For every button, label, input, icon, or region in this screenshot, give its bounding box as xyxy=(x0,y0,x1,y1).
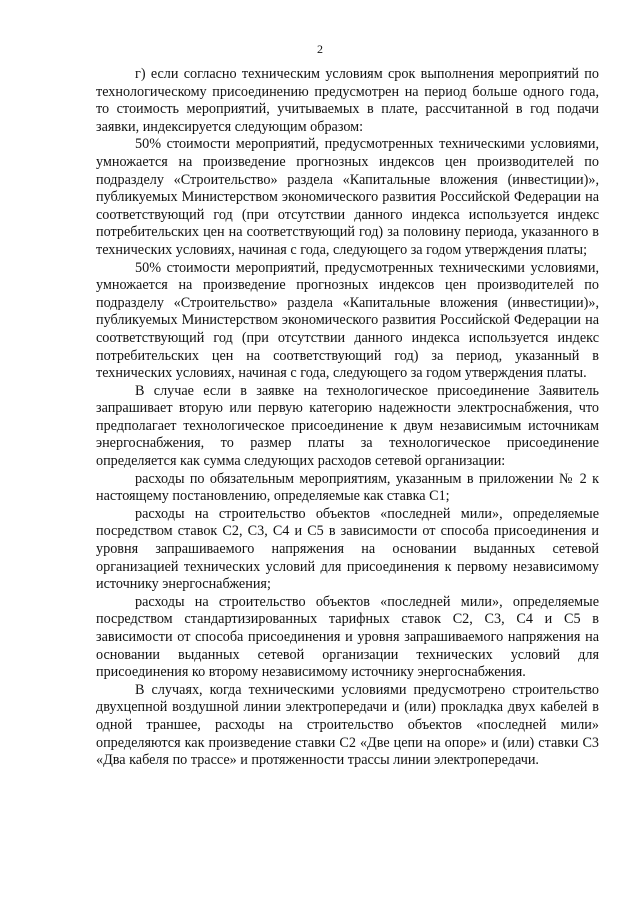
paragraph-indexation-intro: г) если согласно техническим условиям срок выполнения мероприятий по технологическому присоединению предусмотрен на период больше одного года, то стоимость мероприятий, учитываемых в плате, рассчитанной в год подачи заявки, индексируется следующим образом: xyxy=(96,66,599,135)
document-body xyxy=(96,66,599,770)
page-number: 2 xyxy=(317,42,323,56)
paragraph-half-period: 50% стоимости мероприятий, предусмотренных техническими условиями, умножается на произведение прогнозных индексов цен производителей по подразделу «Строительство» раздела «Капитальные вложения (инвестиции)», публикуемых Министерством экономического развития Российской Федерации на соответствующий год (при отсутствии данного индекса используется индекс потребительских цен на соответствующий год) за половину периода, указанного в технических условиях, начиная с года, следующего за годом утверждения платы; xyxy=(96,136,599,258)
paragraph-first-source: расходы на строительство объектов «последней мили», определяемые посредством ставок С2, С3, С4 и С5 в зависимости от способа присоединения и уровня запрашиваемого напряжения на основании выданных сетевой организацией технических условий для присоединения к первому независимому источнику энергоснабжения; xyxy=(96,505,599,593)
paragraph-reliability-category: В случае если в заявке на технологическое присоединение Заявитель запрашивает вторую или первую категорию надежности электроснабжения, что предполагает технологическое присоединение к двум независимым источникам энергоснабжения, то размер платы за технологическое присоединение определяется как сумма следующих расходов сетевой организации: xyxy=(96,382,599,470)
paragraph-double-circuit: В случаях, когда техническими условиями предусмотрено строительство двухцепной воздушной линии электропередачи и (или) прокладка двух кабелей в одной траншее, расходы на строительство объектов «последней мили» определяются как произведение ставки С2 «Две цепи на опоре» и (или) ставки С3 «Два кабеля по трассе» и протяженности трассы линии электропередачи. xyxy=(96,681,599,769)
paragraph-second-source: расходы на строительство объектов «последней мили», определяемые посредством стандартизированных тарифных ставок С2, С3, С4 и С5 в зависимости от способа присоединения и уровня запрашиваемого напряжения на основании выданных сетевой организации технических условий для присоединения ко второму независимому источнику энергоснабжения. xyxy=(96,593,599,681)
paragraph-mandatory-expenses: расходы по обязательным мероприятиям, указанным в приложении № 2 к настоящему постановлению, определяемые как ставка С1; xyxy=(96,470,599,505)
paragraph-full-period: 50% стоимости мероприятий, предусмотренных техническими условиями, умножается на произведение прогнозных индексов цен производителей по подразделу «Строительство» раздела «Капитальные вложения (инвестиции)», публикуемых Министерством экономического развития Российской Федерации на соответствующий год (при отсутствии данного индекса используется индекс потребительских цен на соответствующий год) за период, указанный в технических условиях, начиная с года, следующего за годом утверждения платы. xyxy=(96,259,599,382)
